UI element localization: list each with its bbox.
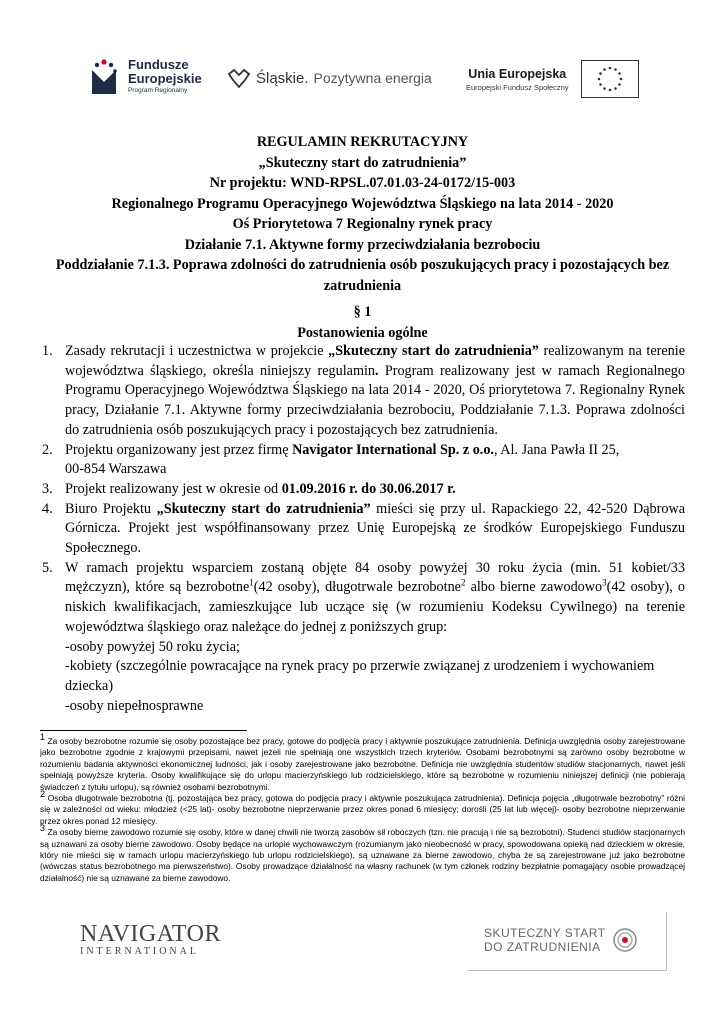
footnote-text: Za osoby bierne zawodowo rozumie się osoby, które w danej chwili nie tworzą zasobów sił roboczych (tzn. nie pracują i nie są bezrobotni). Studenci studiów stacjonarnych są uznawani za osoby bierne zawodowo. Osoby będące na urlopie wychowawczym (rozumianym jako nieobecność w pracy, spowodowana opieką nad dzieckiem w okresie, który nie mieści się w ramach urlopu macierzyńskiego lub urlopu rodzicielskiego), są uznawane za bierne zawodowo, chyba że są zarejestrowane już jako bezrobotne (wówczas status bezrobotnego ma pierwszeństwo). Osoby prowadzące działalność na własny rachunek (w tym członek rodziny bezpłatnie pomagający osobie prowadzącej działalność) nie są uznawane za bierne zawodowo. bbox=[40, 827, 685, 883]
item-text: Program realizowany jest w ramach Regionalnego Programu Operacyjnego Województwa Śląskiego na lata 2014 - 2020, Oś priorytetowa 7. Regionalny Rynek pracy, Działanie 7.1. Aktywne formy przeciwdziałania bezrobociu, Poddziałanie 7.1.3. Poprawa zdolności do zatrudnienia osób poszukujących pracy i pozostających bez zatrudnienia. bbox=[65, 362, 685, 438]
footnote-1 bbox=[40, 732, 685, 793]
action-name: Działanie 7.1. Aktywne formy przeciwdziałania bezrobociu bbox=[184, 236, 541, 253]
fe-line1: Fundusze bbox=[128, 56, 189, 72]
ue-line1: Unia Europejska bbox=[468, 66, 567, 81]
eu-flag-icon bbox=[581, 60, 639, 98]
footnote-ref: 2 bbox=[460, 577, 466, 588]
footnote-3 bbox=[40, 823, 685, 884]
slaskie-logo bbox=[228, 68, 432, 88]
item-number: 2. bbox=[42, 441, 53, 458]
fe-line2: Europejskie bbox=[128, 70, 202, 86]
project-name-bold: „Skuteczny start do zatrudnienia” bbox=[328, 343, 539, 359]
navigator-logo bbox=[80, 922, 221, 957]
item-number: 3. bbox=[42, 480, 53, 497]
project-number: Nr projektu: WND-RPSL.07.01.03-24-0172/15-003 bbox=[209, 175, 516, 191]
footnotes bbox=[40, 732, 685, 884]
item-text: Projekt realizowany jest w okresie od bbox=[65, 480, 282, 497]
item-number: 5. bbox=[42, 559, 53, 576]
fe-line3: Program Regionalny bbox=[128, 86, 188, 94]
project-name: „Skuteczny start do zatrudnienia” bbox=[258, 154, 467, 171]
slaskie-eagle-icon bbox=[228, 68, 250, 88]
item-text: Projektu organizowany jest przez firmę bbox=[65, 441, 293, 458]
footnote-mark: 1 bbox=[40, 732, 46, 743]
ue-line2: Europejski Fundusz Społeczny bbox=[466, 82, 569, 92]
item-text: albo bierne zawodowo bbox=[465, 579, 603, 596]
footnote-ref: 3 bbox=[602, 577, 607, 588]
priority-axis: Oś Priorytetowa 7 Regionalny rynek pracy bbox=[232, 216, 493, 232]
list-item bbox=[40, 500, 685, 559]
footnote-text: Osoba długotrwale bezrobotna (tj. pozostająca bez pracy, gotowa do podjęcia pracy i aktywnie poszukująca zatrudnienia). Definicja pojęcia „długotrwale bezrobotny” różni się w zależności od wieku: młodzież (<25 lat)- osoby bezrobotne nieprzerwanie przez okres ponad 6 miesięcy; dorośli (25 lat lub więcej)- osoby bezrobotne nieprzerwanie przez okres ponad 12 miesięcy. bbox=[40, 793, 685, 826]
program-name: Regionalnego Programu Operacyjnego Województwa Śląskiego na lata 2014 - 2020 bbox=[111, 195, 614, 212]
footnote-divider bbox=[40, 730, 247, 731]
section-number: § 1 bbox=[353, 304, 372, 320]
page-footer bbox=[0, 912, 725, 972]
target-icon bbox=[612, 927, 638, 953]
item-text-bold: . bbox=[452, 480, 456, 497]
list-item bbox=[40, 559, 685, 717]
project-name-bold: „Skuteczny start do zatrudnienia” bbox=[156, 500, 371, 517]
list-item bbox=[40, 441, 685, 480]
group-item: -kobiety (szczególnie powracające na rynek pracy po przerwie związanej z urodzeniem i wychowaniem dziecka) bbox=[65, 658, 655, 694]
footnote-ref: 1 bbox=[249, 577, 254, 588]
navigator-subname: INTERNATIONAL bbox=[80, 946, 199, 957]
section-heading bbox=[40, 302, 685, 344]
item-text: , Al. Jana Pawła II 25, bbox=[493, 441, 620, 458]
item-text: (42 osoby), długotrwale bezrobotne bbox=[253, 579, 461, 596]
item-text: W ramach projektu wsparciem zostaną objęte 84 osoby powyżej 30 roku życia (min. 51 kobiet/33 mężczyzn), które są bezrobotne bbox=[65, 559, 685, 596]
sss-line2: DO ZATRUDNIENIA bbox=[484, 940, 601, 954]
item-text: (42 osoby), o niskich kwalifikacjach, zamieszkujące lub uczące się (w rozumieniu Kodeksu Cywilnego) na terenie województwa śląskiego oraz należące do jednej z poniższych grup: bbox=[65, 579, 685, 635]
page-header bbox=[0, 48, 725, 108]
section-title: Postanowienia ogólne bbox=[297, 325, 428, 341]
list-item bbox=[40, 342, 685, 441]
footnote-text: Za osoby bezrobotne rozumie się osoby pozostające bez pracy, gotowe do podjęcia pracy i aktywnie poszukujące zatrudnienia. Definicja uwzględnia osoby zarejestrowane jako bezrobotne zgodnie z krajowymi przepisami, nawet jeżeli nie spełniają one wszystkich trzech kryteriów. Osobami bezrobotnymi są zarówno osoby bezrobotne w rozumieniu badania aktywności ekonomicznej ludności, jak i osoby zarejestrowane jako bezrobotne. Definicja nie uwzględnia studentów studiów stacjonarnych, nawet jeśli spełniają powyższe kryteria. Osoby kwalifikujące się do urlopu macierzyńskiego lub rodzicielskiego, które są bezrobotne w rozumieniu niniejszej definicji (nie pobierają świadczeń z tytułu urlopu), są również osobami bezrobotnymi. bbox=[40, 736, 685, 792]
provisions-list bbox=[40, 342, 685, 716]
item-text: mieści się przy ul. Rapackiego 22, 42-520 Dąbrowa Górnicza. Projekt jest współfinansowany przez Unię Europejską ze środków Europejskiego Funduszu Społecznego. bbox=[65, 500, 685, 557]
slaskie-brand: Śląskie. bbox=[256, 69, 309, 87]
slaskie-tagline: Pozytywna energia bbox=[313, 70, 432, 86]
unia-europejska-logo bbox=[466, 60, 639, 98]
document-title: REGULAMIN REKRUTACYJNY bbox=[256, 134, 469, 150]
item-text: Biuro Projektu bbox=[65, 500, 157, 517]
list-item bbox=[40, 480, 685, 500]
subaction-name: Poddziałanie 7.1.3. Poprawa zdolności do zatrudnienia osób poszukujących pracy i pozostających bez zatrudnienia bbox=[55, 257, 670, 294]
organizer-address: 00-854 Warszawa bbox=[65, 461, 167, 478]
item-text-bold: . bbox=[375, 362, 379, 379]
organizer-name: Navigator International Sp. z o.o. bbox=[292, 441, 494, 458]
footnote-mark: 2 bbox=[40, 789, 46, 800]
sss-line1: SKUTECZNY START bbox=[484, 926, 606, 940]
fundusze-europejskie-logo bbox=[88, 56, 202, 96]
item-number: 1. bbox=[42, 343, 53, 359]
group-item: -osoby powyżej 50 roku życia; bbox=[65, 638, 240, 655]
fe-stars-icon bbox=[88, 56, 122, 96]
item-text: Zasady rekrutacji i uczestnictwa w projekcie bbox=[65, 343, 329, 359]
item-number: 4. bbox=[42, 500, 53, 517]
group-item: -osoby niepełnosprawne bbox=[65, 697, 204, 714]
navigator-name: NAVIGATOR bbox=[80, 921, 221, 947]
skuteczny-start-logo bbox=[484, 926, 638, 954]
item-text: realizowanym na terenie województwa śląskiego, określa niniejszy regulamin bbox=[65, 343, 685, 379]
footnote-mark: 3 bbox=[40, 823, 46, 834]
footnote-2 bbox=[40, 789, 685, 827]
project-period: 01.09.2016 r. do 30.06.2017 r bbox=[281, 480, 453, 497]
document-title-block bbox=[40, 132, 685, 296]
